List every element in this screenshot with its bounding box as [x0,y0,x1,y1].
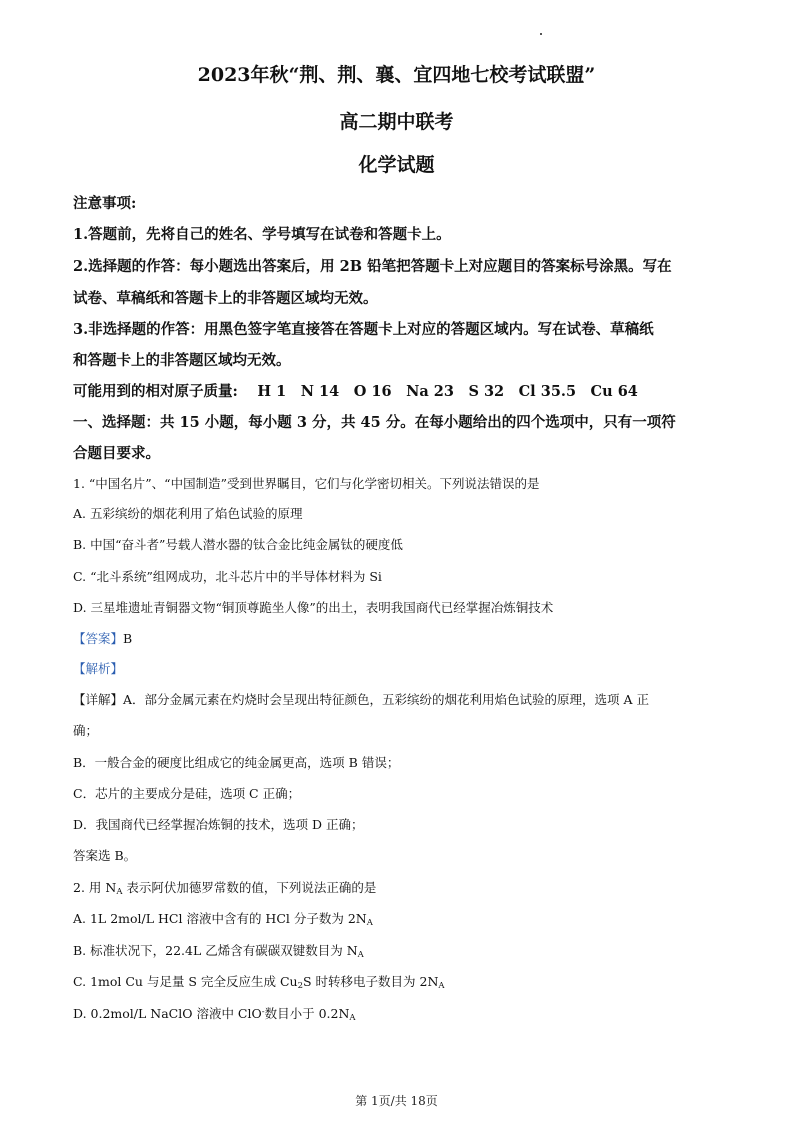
q2-option-b-subscript: A [357,950,364,960]
q2-stem-subscript: A [116,887,123,897]
question-2-option-c [73,972,445,991]
section-1-intro-line-2: 合题目要求。 [73,445,160,462]
q2-option-a-text: A. 1L 2mol/L HCl 溶液中含有的 HCl 分子数为 2N [73,911,367,926]
notice-item-2-line-1: 2.选择题的作答：每小题选出答案后，用 2B 铅笔把答题卡上对应题目的答案标号涂黑。写在 [73,258,672,275]
question-1-option-d: D. 三星堆遗址青铜器文物“铜顶尊跪坐人像”的出土，表明我国商代已经掌握冶炼铜技术 [73,600,554,615]
detail-option-c: C．芯片的主要成分是硅，选项 C 正确； [73,786,301,801]
notice-item-3-line-1: 3.非选择题的作答：用黑色签字笔直接答在答题卡上对应的答题区域内。写在试卷、草稿纸 [73,321,654,338]
analysis-tag: 【解析】 [73,661,124,676]
detail-option-d: D．我国商代已经掌握冶炼铜的技术，选项 D 正确； [73,817,364,832]
page-number: 第 1页/共 18页 [355,1094,438,1108]
detail-line-2: 确； [73,723,99,738]
question-1-stem: 1. “中国名片”、“中国制造”受到世界瞩目，它们与化学密切相关。下列说法错误的是 [73,476,540,491]
section-1-intro-line-1: 一、选择题：共 15 小题，每小题 3 分，共 45 分。在每小题给出的四个选项中，只有一项符 [73,414,676,431]
question-2-stem [73,878,376,897]
atomic-mass-line: 可能用到的相对原子质量: H 1 N 14 O 16 Na 23 S 32 Cl 35.5 Cu 64 [73,383,638,400]
answer-line [73,629,132,647]
q2-option-d-subscript: A [349,1013,356,1023]
q2-stem-text-end: 表示阿伏加德罗常数的值，下列说法正确的是 [122,880,377,895]
q2-option-c-subscript-1: 2 [297,981,303,991]
q2-option-b-text: B. 标准状况下，22.4L 乙烯含有碳碳双键数目为 N [73,943,358,958]
answer-conclusion: 答案选 B。 [73,848,137,863]
question-1-option-b: B. 中国“奋斗者”号载人潜水器的钛合金比纯金属钛的硬度低 [73,537,403,552]
q2-option-c-text-mid: S 时转移电子数目为 2N [302,974,439,989]
notice-item-2-line-2: 试卷、草稿纸和答题卡上的非答题区域均无效。 [73,290,378,307]
question-1-option-a: A. 五彩缤纷的烟花利用了焰色试验的原理 [73,506,303,521]
detail-option-b: B．一般合金的硬度比组成它的纯金属更高，选项 B 错误； [73,755,400,770]
answer-value: B [123,631,133,646]
stray-mark [540,33,542,35]
question-2-option-a [73,909,373,928]
q2-option-c-text: C. 1mol Cu 与足量 S 完全反应生成 Cu [73,974,298,989]
answer-tag: 【答案】 [73,631,124,646]
q2-option-a-subscript: A [366,918,373,928]
exam-title: 2023年秋“荆、荆、襄、宜四地七校考试联盟” [197,64,596,86]
q2-stem-text: 2. 用 N [73,880,117,895]
q2-option-d-text: D. 0.2mol/L NaClO 溶液中 ClO [73,1006,262,1021]
q2-option-d-text-mid: 数目小于 0.2N [264,1006,350,1021]
question-2-option-b [73,941,364,960]
notice-heading: 注意事项: [73,195,137,212]
subject-title: 化学试题 [358,154,435,176]
exam-subtitle: 高二期中联考 [339,111,454,133]
notice-item-1: 1.答题前，先将自己的姓名、学号填写在试卷和答题卡上。 [73,226,451,243]
question-2-option-d [73,1004,356,1023]
q2-option-c-subscript-2: A [438,981,445,991]
q2-option-d-superscript: - [261,1007,265,1017]
notice-item-3-line-2: 和答题卡上的非答题区域均无效。 [73,352,291,369]
question-1-option-c: C. “北斗系统”组网成功，北斗芯片中的半导体材料为 Si [73,569,382,584]
detail-line-1: 【详解】A．部分金属元素在灼烧时会呈现出特征颜色，五彩缤纷的烟花利用焰色试验的原理，选项 A 正 [73,692,650,707]
